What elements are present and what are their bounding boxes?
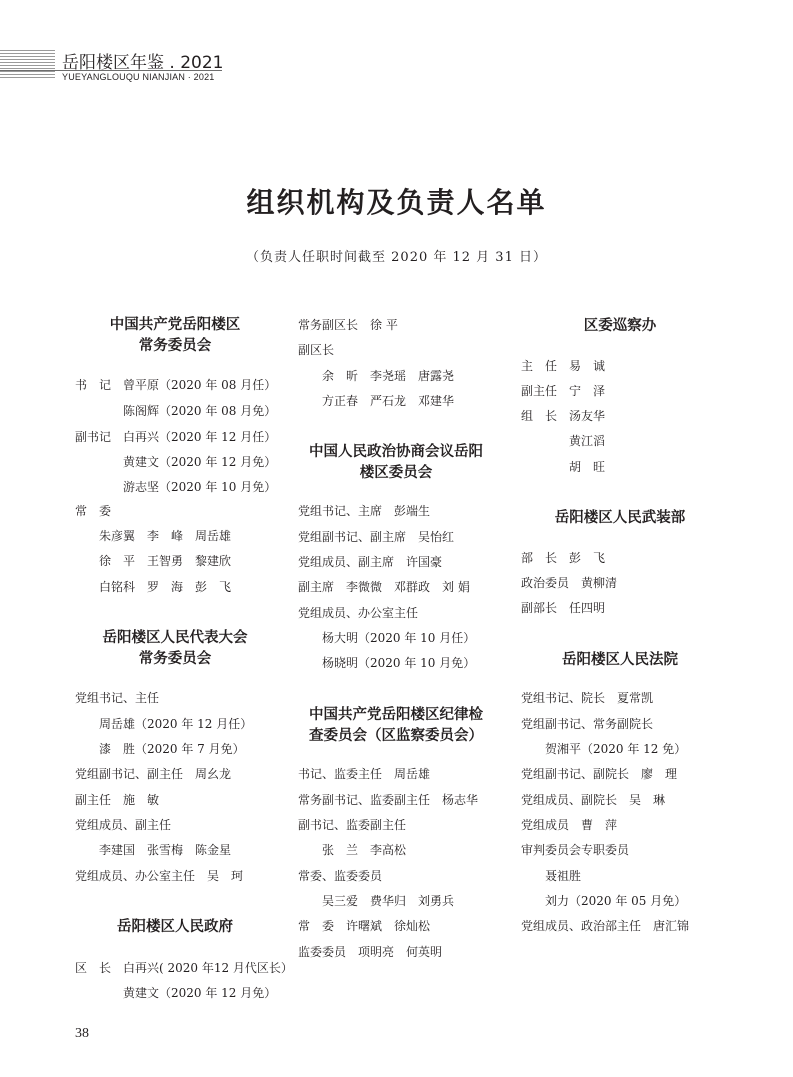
section-title-line: 楼区委员会 xyxy=(359,465,433,481)
list-item: 聂祖胜 xyxy=(545,869,582,883)
list-item: 余 昕 李尧瑶 唐露尧 xyxy=(322,369,455,383)
list-item: 杨大明（2020 年 10 月任） xyxy=(322,631,476,645)
section-title-line: 中国共产党岳阳楼区 xyxy=(109,317,241,333)
page-number: 38 xyxy=(75,1026,89,1041)
list-item: 方正春 严石龙 邓建华 xyxy=(322,394,455,408)
list-item: 黄建文（2020 年 12 月免） xyxy=(123,455,277,469)
list-item: 书记、监委主任 周岳雄 xyxy=(298,767,431,781)
list-item: 党组书记、主席 彭端生 xyxy=(298,504,431,518)
section-title-line: 岳阳楼区人民法院 xyxy=(562,652,678,668)
list-item: 党组副书记、常务副院长 xyxy=(521,717,654,731)
list-item: 副主任 施 敏 xyxy=(75,793,160,807)
section-title-line: 中国共产党岳阳楼区纪律检 xyxy=(309,707,483,723)
list-item: 黄江滔 xyxy=(569,434,606,448)
page-title: 组织机构及负责人名单 xyxy=(246,186,547,219)
list-item: 常 委 xyxy=(75,504,112,518)
list-item: 漆 胜（2020 年 7 月免） xyxy=(99,742,245,756)
section-title-line: 常务委员会 xyxy=(138,338,212,354)
list-item: 朱彦翼 李 峰 周岳雄 xyxy=(99,529,232,543)
list-item: 党组成员、办公室主任 xyxy=(298,606,419,620)
list-item: 常务副区长 徐 平 xyxy=(298,318,398,332)
section-title-line: 中国人民政治协商会议岳阳 xyxy=(309,444,483,460)
list-item: 党组副书记、副主任 周幺龙 xyxy=(75,767,232,781)
list-item: 党组成员 曹 萍 xyxy=(521,818,618,832)
section-title-peoples-congress xyxy=(75,628,275,670)
list-item: 游志坚（2020 年 10 月免） xyxy=(123,480,277,494)
list-item: 党组书记、主任 xyxy=(75,691,160,705)
list-item: 党组成员、副院长 吴 琳 xyxy=(521,793,666,807)
list-item: 书 记 曾平原（2020 年 08 月任） xyxy=(75,378,277,392)
section-title-line: 区委巡察办 xyxy=(583,318,657,334)
section-title-line: 岳阳楼区人民武装部 xyxy=(554,510,686,526)
list-item: 副书记 白再兴（2020 年 12 月任） xyxy=(75,430,277,444)
list-item: 党组成员、办公室主任 吴 珂 xyxy=(75,869,244,883)
list-item: 副主任 宁 泽 xyxy=(521,384,606,398)
list-item: 副主席 李微微 邓群政 刘 娟 xyxy=(298,580,470,594)
list-item: 党组成员、政治部主任 唐汇锦 xyxy=(521,919,690,933)
section-title-district-government xyxy=(75,917,275,938)
section-title-line: 岳阳楼区人民政府 xyxy=(117,919,233,935)
list-item: 副书记、监委副主任 xyxy=(298,818,407,832)
list-item: 区 长 白再兴( 2020 年12 月代区长） xyxy=(75,961,293,975)
section-title-inspection-office xyxy=(520,316,720,337)
page-subtitle: （负责人任职时间截至 2020 年 12 月 31 日） xyxy=(246,250,547,265)
list-item: 常 委 许曙斌 徐灿松 xyxy=(298,919,431,933)
list-item: 党组书记、院长 夏常凯 xyxy=(521,691,654,705)
list-item: 监委委员 项明亮 何英明 xyxy=(298,945,443,959)
header-stripes-decoration xyxy=(0,50,55,80)
list-item: 徐 平 王智勇 黎建欣 xyxy=(99,554,232,568)
list-item: 白铭科 罗 海 彭 飞 xyxy=(99,580,232,594)
list-item: 刘力（2020 年 05 月免） xyxy=(545,894,687,908)
list-item: 党组成员、副主席 许国豪 xyxy=(298,555,443,569)
section-title-armed-forces-dept xyxy=(520,508,720,529)
section-title-line: 岳阳楼区人民代表大会 xyxy=(102,630,248,646)
list-item: 部 长 彭 飞 xyxy=(521,551,606,565)
list-item: 陈阁辉（2020 年 08 月免） xyxy=(123,404,277,418)
list-item: 李建国 张雪梅 陈金星 xyxy=(99,843,232,857)
list-item: 贺湘平（2020 年 12 免） xyxy=(545,742,687,756)
book-subtitle: YUEYANGLOUQU NIANJIAN · 2021 xyxy=(62,72,215,82)
list-item: 吴三爱 费华归 刘勇兵 xyxy=(322,894,455,908)
list-item: 周岳雄（2020 年 12 月任） xyxy=(99,717,253,731)
section-title-peoples-court xyxy=(520,650,720,671)
list-item: 政治委员 黄柳清 xyxy=(521,576,618,590)
list-item: 党组副书记、副院长 廖 理 xyxy=(521,767,678,781)
list-item: 胡 旺 xyxy=(569,460,606,474)
list-item: 常务副书记、监委副主任 杨志华 xyxy=(298,793,479,807)
section-title-district-committee xyxy=(75,315,275,357)
list-item: 副区长 xyxy=(298,343,335,357)
list-item: 主 任 易 诚 xyxy=(521,359,606,373)
list-item: 党组副书记、副主席 吴怡红 xyxy=(298,530,455,544)
list-item: 副部长 任四明 xyxy=(521,601,606,615)
list-item: 审判委员会专职委员 xyxy=(521,843,630,857)
list-item: 黄建文（2020 年 12 月免） xyxy=(123,986,277,1000)
list-item: 张 兰 李高松 xyxy=(322,843,407,857)
section-title-discipline-commission xyxy=(296,705,496,747)
section-title-cppcc xyxy=(296,442,496,484)
list-item: 杨晓明（2020 年 10 月免） xyxy=(322,656,476,670)
list-item: 组 长 汤友华 xyxy=(521,409,606,423)
list-item: 党组成员、副主任 xyxy=(75,818,172,832)
header-rule xyxy=(0,70,222,71)
section-title-line: 查委员会（区监察委员会） xyxy=(309,728,483,744)
section-title-line: 常务委员会 xyxy=(138,651,212,667)
book-title: 岳阳楼区年鉴 . 2021 xyxy=(62,53,224,73)
list-item: 常委、监委委员 xyxy=(298,869,383,883)
